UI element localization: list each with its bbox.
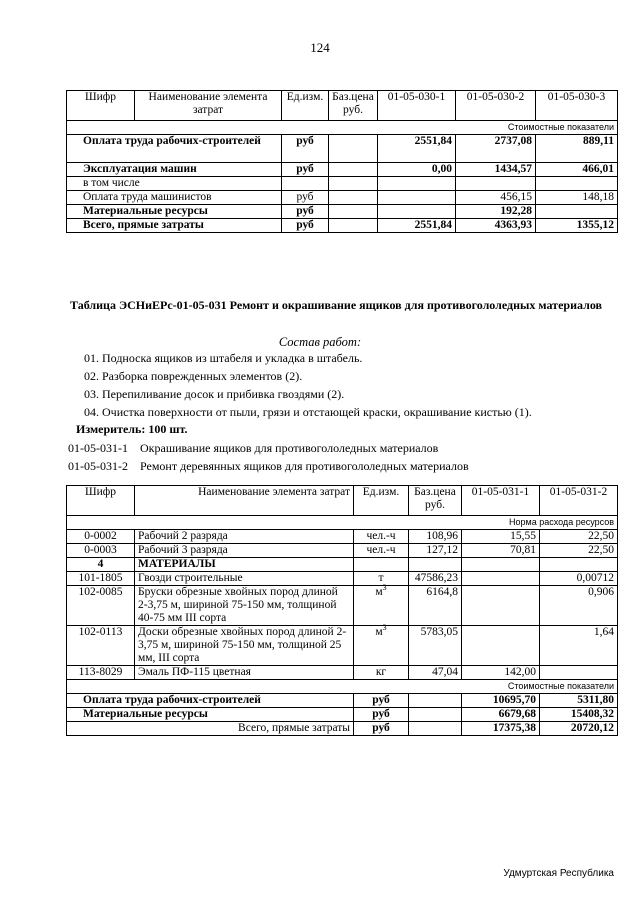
row-c1 <box>378 191 456 205</box>
resource-table-031 <box>66 485 618 736</box>
subheader-norm: Норма расхода ресурсов <box>67 516 618 530</box>
page-number: 124 <box>310 40 330 55</box>
col-header-price: Баз.цена руб. <box>409 486 462 516</box>
col-header-name: Наименование элемента затрат <box>135 91 282 121</box>
row-c2: 0,906 <box>540 586 618 626</box>
table-row <box>67 135 618 163</box>
row-c2: 4363,93 <box>456 219 536 233</box>
col-header-c2: 01-05-030-2 <box>456 91 536 121</box>
footer-region: Удмуртская Республика <box>503 868 614 879</box>
row-unit: т <box>354 572 409 586</box>
row-c3: 1355,12 <box>536 219 618 233</box>
row-unit: руб <box>282 163 329 177</box>
total-c1: 10695,70 <box>462 694 540 708</box>
row-name: Эксплуатация машин <box>67 163 282 177</box>
total-name: Всего, прямые затраты <box>67 722 354 736</box>
row-c3: 889,11 <box>536 135 618 163</box>
table-row <box>67 219 618 233</box>
row-c3: 466,01 <box>536 163 618 177</box>
table-row <box>67 666 618 680</box>
row-code: 101-1805 <box>67 572 135 586</box>
subheader-row <box>67 516 618 530</box>
row-c1: 142,00 <box>462 666 540 680</box>
total-name: Оплата труда рабочих-строителей <box>67 694 354 708</box>
row-name: Эмаль ПФ-115 цветная <box>135 666 354 680</box>
materials-code: 4 <box>67 558 135 572</box>
work-item: 01. Подноска ящиков из штабеля и укладка в штабель. <box>84 351 363 365</box>
total-unit: руб <box>354 722 409 736</box>
row-code: 0-0003 <box>67 544 135 558</box>
row-price: 47,04 <box>409 666 462 680</box>
row-unit: чел.-ч <box>354 530 409 544</box>
col-header-unit: Ед.изм. <box>354 486 409 516</box>
col-header-name: Наименование элемента затрат <box>135 486 354 516</box>
table-header-row <box>67 486 618 516</box>
col-header-price: Баз.цена руб. <box>329 91 378 121</box>
row-c3 <box>536 205 618 219</box>
table-row <box>67 163 618 177</box>
row-name: Всего, прямые затраты <box>67 219 282 233</box>
code-description: Ремонт деревянных ящиков для противогололедных материалов <box>140 459 469 473</box>
subheader-cost: Стоимостные показатели <box>67 680 618 694</box>
code-line-1 <box>68 441 438 455</box>
code-description: Окрашивание ящиков для противогололедных материалов <box>140 441 439 455</box>
row-unit: кг <box>354 666 409 680</box>
table-row <box>67 544 618 558</box>
total-c1: 6679,68 <box>462 708 540 722</box>
col-header-code: Шифр <box>67 486 135 516</box>
table-header-row <box>67 91 618 121</box>
materials-heading-row <box>67 558 618 572</box>
total-c2: 15408,32 <box>540 708 618 722</box>
col-header-c1: 01-05-031-1 <box>462 486 540 516</box>
row-unit: руб <box>282 135 329 163</box>
row-c1 <box>462 572 540 586</box>
totals-row <box>67 694 618 708</box>
materials-title: МАТЕРИАЛЫ <box>135 558 354 572</box>
row-c2: 1434,57 <box>456 163 536 177</box>
row-c2: 456,15 <box>456 191 536 205</box>
row-price: 47586,23 <box>409 572 462 586</box>
row-c2: 22,50 <box>540 544 618 558</box>
col-header-unit: Ед.изм. <box>282 91 329 121</box>
total-name: Материальные ресурсы <box>67 708 354 722</box>
section-title: Таблица ЭСНиЕРс-01-05-031 Ремонт и окрашивание ящиков для противогололедных материалов <box>70 298 603 312</box>
row-c1: 70,81 <box>462 544 540 558</box>
row-c3: 148,18 <box>536 191 618 205</box>
work-item: 02. Разборка поврежденных элементов (2). <box>84 369 303 383</box>
works-title: Состав работ: <box>278 335 362 349</box>
row-name: Гвозди строительные <box>135 572 354 586</box>
row-c1: 2551,84 <box>378 135 456 163</box>
row-name: Оплата труда машинистов <box>67 191 282 205</box>
table-row <box>67 205 618 219</box>
table-row <box>67 572 618 586</box>
row-c1 <box>378 205 456 219</box>
subheader-row <box>67 121 618 135</box>
row-name: в том числе <box>67 177 282 191</box>
row-unit: руб <box>282 219 329 233</box>
code: 01-05-031-2 <box>68 459 128 473</box>
row-unit: руб <box>282 205 329 219</box>
col-header-c2: 01-05-031-2 <box>540 486 618 516</box>
row-unit: $м^3$ <box>354 626 409 666</box>
work-item: 03. Перепиливание досок и прибивка гвоздями (2). <box>84 387 345 401</box>
row-c2: 2737,08 <box>456 135 536 163</box>
row-unit: руб <box>282 191 329 205</box>
row-price: 6164,8 <box>409 586 462 626</box>
table-row <box>67 586 618 626</box>
row-price: 127,12 <box>409 544 462 558</box>
subheader-cost: Стоимостные показатели <box>67 121 618 135</box>
row-code: 0-0002 <box>67 530 135 544</box>
totals-row <box>67 708 618 722</box>
table-row <box>67 177 618 191</box>
row-price: 5783,05 <box>409 626 462 666</box>
row-name: Рабочий 2 разряда <box>135 530 354 544</box>
row-name: Рабочий 3 разряда <box>135 544 354 558</box>
row-unit: $м^3$ <box>354 586 409 626</box>
row-c1: 2551,84 <box>378 219 456 233</box>
total-unit: руб <box>354 708 409 722</box>
col-header-c3: 01-05-030-3 <box>536 91 618 121</box>
row-name: Доски обрезные хвойных пород длиной 2-3,75 м, шириной 75-150 мм, толщиной 25 мм, III сорта <box>135 626 354 666</box>
total-unit: руб <box>354 694 409 708</box>
measure-unit: Измеритель: 100 шт. <box>76 422 188 436</box>
col-header-code: Шифр <box>67 91 135 121</box>
total-c2: 20720,12 <box>540 722 618 736</box>
row-name: Материальные ресурсы <box>67 205 282 219</box>
row-unit: чел.-ч <box>354 544 409 558</box>
code-line-2 <box>68 459 469 473</box>
row-code: 102-0085 <box>67 586 135 626</box>
row-c1 <box>462 586 540 626</box>
totals-row <box>67 722 618 736</box>
table-row <box>67 191 618 205</box>
row-code: 113-8029 <box>67 666 135 680</box>
work-item: 04. Очистка поверхности от пыли, грязи и отстающей краски, окрашивание кистью (1). <box>84 405 532 419</box>
row-name: Бруски обрезные хвойных пород длиной 2-3,75 м, шириной 75-150 мм, толщиной 40-75 мм III сорта <box>135 586 354 626</box>
row-c1 <box>462 626 540 666</box>
row-c1: 0,00 <box>378 163 456 177</box>
table-row <box>67 530 618 544</box>
row-c1: 15,55 <box>462 530 540 544</box>
row-c2: 22,50 <box>540 530 618 544</box>
row-code: 102-0113 <box>67 626 135 666</box>
row-c2: 1,64 <box>540 626 618 666</box>
col-header-c1: 01-05-030-1 <box>378 91 456 121</box>
code: 01-05-031-1 <box>68 441 128 455</box>
total-c1: 17375,38 <box>462 722 540 736</box>
row-c2: 0,00712 <box>540 572 618 586</box>
row-price: 108,96 <box>409 530 462 544</box>
row-c2: 192,28 <box>456 205 536 219</box>
table-row <box>67 626 618 666</box>
cost-table-030 <box>66 90 618 233</box>
subheader-row <box>67 680 618 694</box>
row-c2 <box>540 666 618 680</box>
total-c2: 5311,80 <box>540 694 618 708</box>
row-name: Оплата труда рабочих-строителей <box>67 135 282 163</box>
